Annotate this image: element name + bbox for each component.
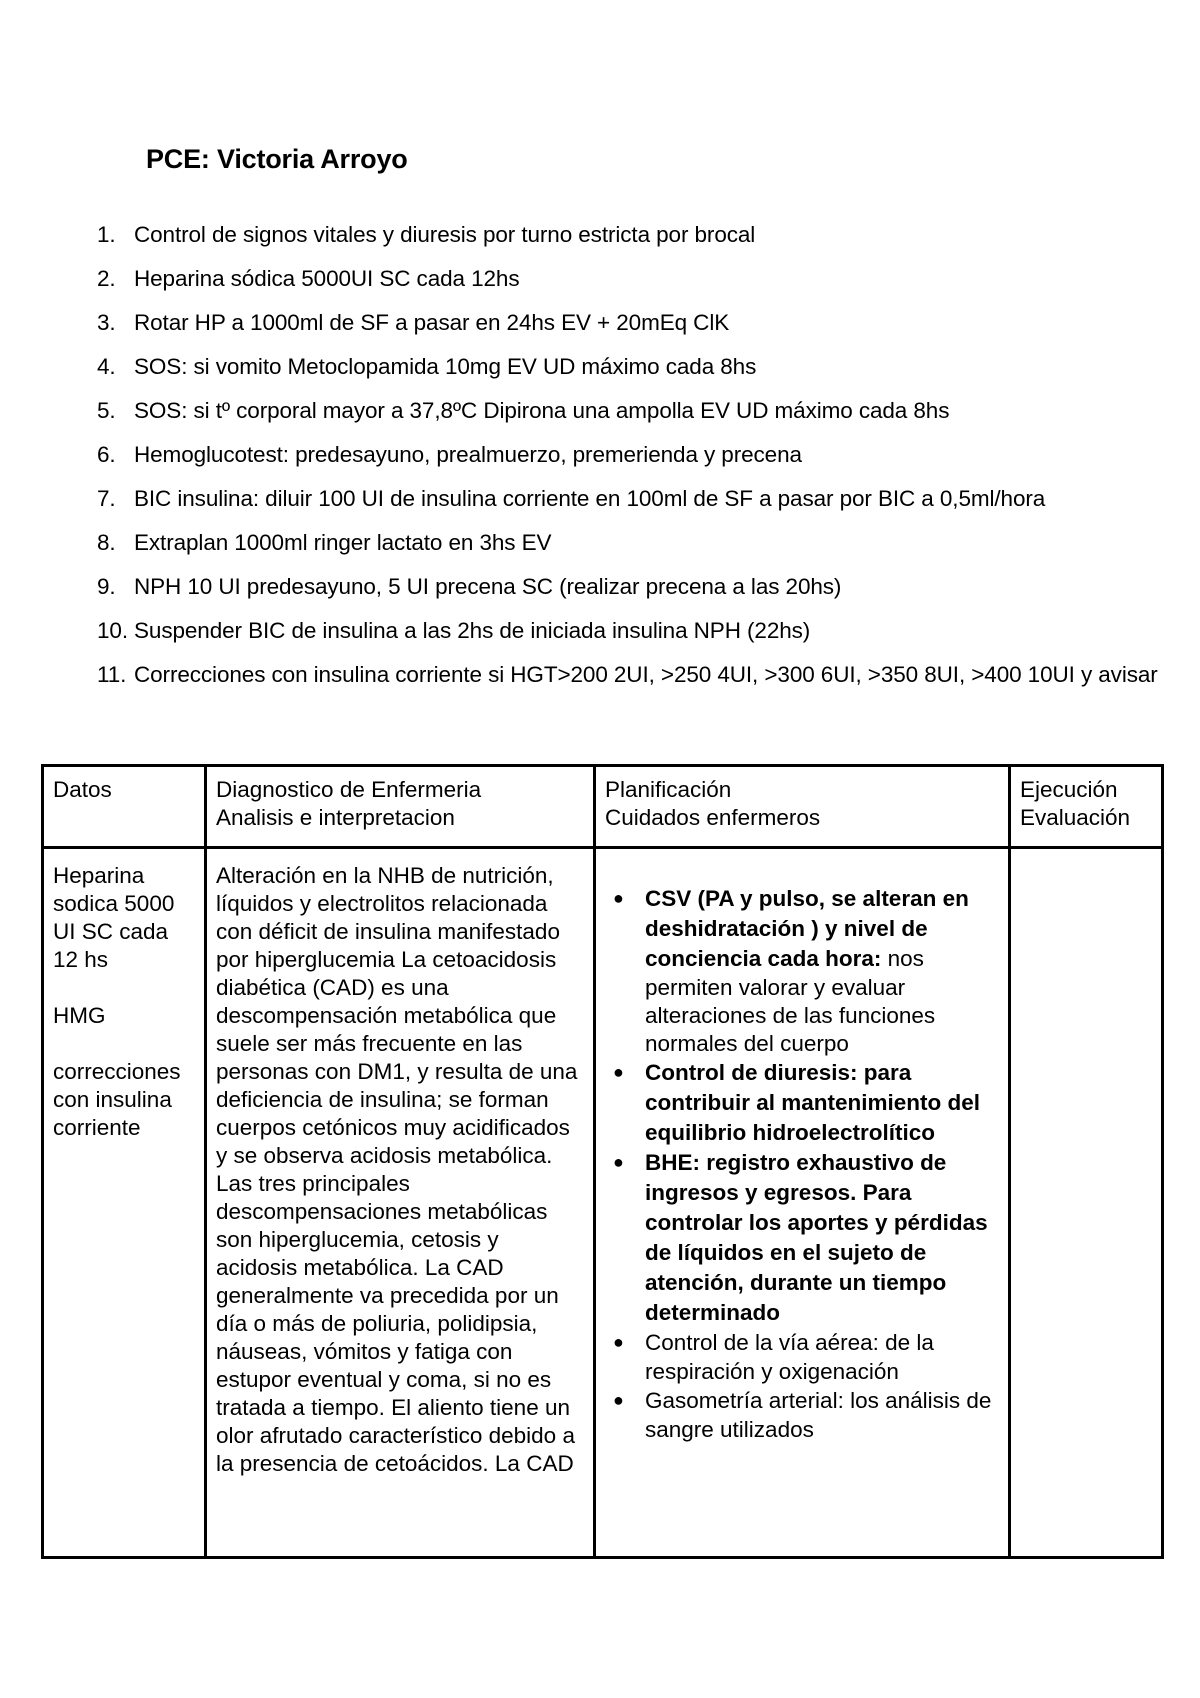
header-diagnostico xyxy=(206,766,595,848)
order-text: Control de signos vitales y diuresis por turno estricta por brocal xyxy=(134,222,756,247)
table-row xyxy=(43,848,1163,1558)
order-text: SOS: si tº corporal mayor a 37,8ºC Dipirona una ampolla EV UD máximo cada 8hs xyxy=(134,398,950,423)
header-planificacion-line2: Cuidados enfermeros xyxy=(605,805,821,830)
list-item xyxy=(97,616,1167,645)
datos-hmg: HMG xyxy=(53,1003,106,1028)
list-item xyxy=(97,352,1167,381)
list-item xyxy=(97,396,1167,425)
plan-bold-text: CSV (PA y pulso, se alteran en deshidratación ) y nivel de conciencia cada hora: xyxy=(645,886,969,971)
datos-cell xyxy=(43,848,206,1558)
table-header-row xyxy=(43,766,1163,848)
header-ejecucion xyxy=(1010,766,1163,848)
order-text: Extraplan 1000ml ringer lactato en 3hs EV xyxy=(134,530,552,555)
list-item xyxy=(97,264,1167,293)
list-item xyxy=(97,440,1167,469)
order-number: 11. xyxy=(97,662,127,687)
page-title: PCE: Victoria Arroyo xyxy=(146,144,408,174)
plan-text: nos permiten valorar y evaluar alteraciones de las funciones normales del cuerpo xyxy=(645,946,936,1056)
bullet-icon: ● xyxy=(613,1152,624,1172)
plan-text: Gasometría arterial: los análisis de sangre utilizados xyxy=(645,1388,992,1442)
header-ejecucion-line2: Evaluación xyxy=(1020,805,1131,830)
bullet-icon: ● xyxy=(613,1332,624,1352)
order-text: Correcciones con insulina corriente si HGT>200 2UI, >250 4UI, >300 6UI, >350 8UI, >400 10UI y avisar xyxy=(134,662,1158,687)
plan-bold-text: BHE: registro exhaustivo de ingresos y egresos. Para controlar los aportes y pérdidas de líquidos en el sujeto de atención, durante un tiempo determinado xyxy=(645,1150,988,1325)
order-number: 2. xyxy=(97,266,116,291)
order-number: 9. xyxy=(97,574,116,599)
order-text: SOS: si vomito Metoclopamida 10mg EV UD máximo cada 8hs xyxy=(134,354,757,379)
order-number: 5. xyxy=(97,398,116,423)
header-diagnostico-line1: Diagnostico de Enfermeria xyxy=(216,777,482,802)
order-number: 10. xyxy=(97,618,128,643)
list-item xyxy=(97,528,1167,557)
order-text: BIC insulina: diluir 100 UI de insulina corriente en 100ml de SF a pasar por BIC a 0,5ml/hora xyxy=(134,486,1046,511)
list-item xyxy=(605,1148,1000,1328)
care-plan-list xyxy=(605,862,1000,1444)
planificacion-cell xyxy=(595,848,1010,1558)
list-item xyxy=(605,1058,1000,1148)
order-text: NPH 10 UI predesayuno, 5 UI precena SC (realizar precena a las 20hs) xyxy=(134,574,842,599)
bullet-icon: ● xyxy=(613,1062,624,1082)
bullet-icon: ● xyxy=(613,888,624,908)
order-text: Hemoglucotest: predesayuno, prealmuerzo, premerienda y precena xyxy=(134,442,802,467)
order-number: 6. xyxy=(97,442,116,467)
list-item xyxy=(97,484,1167,513)
medical-orders-list xyxy=(97,220,1167,704)
order-number: 1. xyxy=(97,222,116,247)
order-text: Heparina sódica 5000UI SC cada 12hs xyxy=(134,266,520,291)
list-item xyxy=(605,884,1000,1058)
order-number: 7. xyxy=(97,486,116,511)
list-item xyxy=(97,660,1167,689)
datos-heparina: Heparina sodica 5000 UI SC cada 12 hs xyxy=(53,863,175,972)
diagnostico-text: Alteración en la NHB de nutrición, líquidos y electrolitos relacionada con déficit de insulina manifestado por hiperglucemia La cetoacidosis diabética (CAD) es una descompensación metabólica que suele ser más frecuente en las personas con DM1, y resulta de una deficiencia de insulina; se forman cuerpos cetónicos muy acidificados y se observa acidosis metabólica. Las tres principales descompensaciones metabólicas son hiperglucemia, cetosis y acidosis metabólica. La CAD generalmente va precedida por un día o más de poliuria, polidipsia, náuseas, vómitos y fatiga con estupor eventual y coma, si no es tratada a tiempo. El aliento tiene un olor afrutado característico debido a la presencia de cetoácidos. La CAD xyxy=(216,863,578,1476)
order-text: Rotar HP a 1000ml de SF a pasar en 24hs EV + 20mEq ClK xyxy=(134,310,730,335)
list-item xyxy=(97,308,1167,337)
header-datos: Datos xyxy=(43,766,206,848)
list-item xyxy=(605,1328,1000,1386)
ejecucion-cell xyxy=(1010,848,1163,1558)
order-text: Suspender BIC de insulina a las 2hs de iniciada insulina NPH (22hs) xyxy=(134,618,811,643)
datos-correcciones: correcciones con insulina corriente xyxy=(53,1059,181,1140)
bullet-icon: ● xyxy=(613,1390,624,1410)
plan-text: Control de la vía aérea: de la respiración y oxigenación xyxy=(645,1330,934,1384)
header-planificacion xyxy=(595,766,1010,848)
list-item xyxy=(97,572,1167,601)
plan-bold-text: Control de diuresis: para contribuir al mantenimiento del equilibrio hidroelectrolítico xyxy=(645,1060,981,1145)
header-planificacion-line1: Planificación xyxy=(605,777,732,802)
header-ejecucion-line1: Ejecución xyxy=(1020,777,1118,802)
header-diagnostico-line2: Analisis e interpretacion xyxy=(216,805,455,830)
list-item xyxy=(605,1386,1000,1444)
list-item xyxy=(97,220,1167,249)
diagnostico-cell xyxy=(206,848,595,1558)
nursing-care-table xyxy=(41,764,1164,1559)
order-number: 3. xyxy=(97,310,116,335)
order-number: 8. xyxy=(97,530,116,555)
order-number: 4. xyxy=(97,354,116,379)
